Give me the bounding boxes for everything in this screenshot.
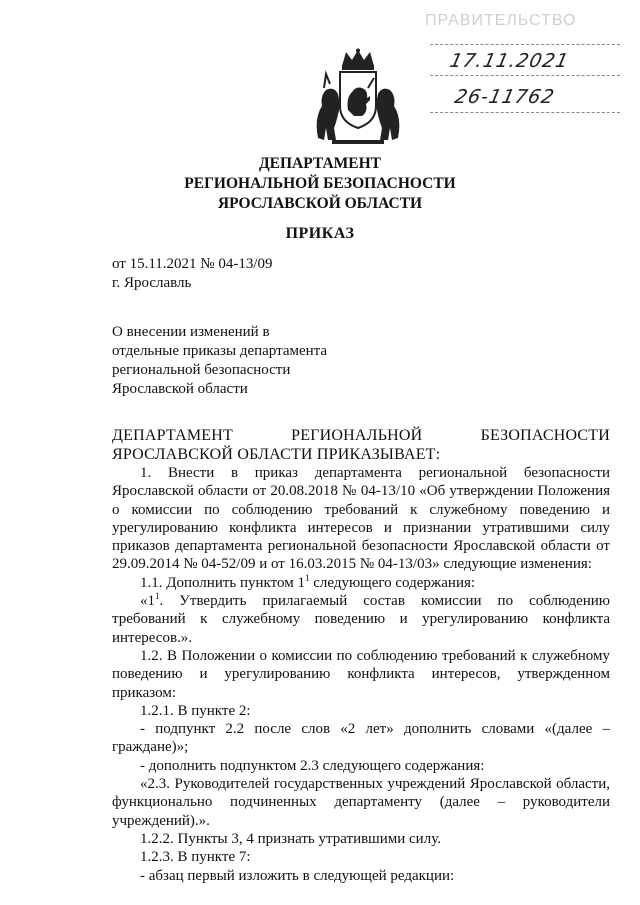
body-paragraph-1-1 xyxy=(112,574,610,592)
p2-before: 1.1. Дополнить пунктом 1 xyxy=(140,574,305,591)
subject-line3: региональной безопасности xyxy=(112,362,291,378)
p2-after: следующего содержания: xyxy=(309,574,476,591)
handwritten-registration-date: 17.11.2021 xyxy=(447,50,572,72)
body-paragraph-1: 1. Внести в приказ департамента региональной безопасности Ярославской области от 20.08.2018 № 04-13/10 «Об утверждении Положения о комиссии по соблюдению требований к служебному поведению и урегулированию конфликта интересов и признании утратившими силу приказов департамента региональной безопасности Ярославской области от 29.09.2014 № 04-52/09 и от 16.03.2015 № 04-13/03» следующие изменения: xyxy=(112,465,610,573)
p3-after: . Утвердить прилагаемый состав комиссии по соблюдению требований к служебному поведению и урегулированию конфликта интересов.». xyxy=(112,593,610,646)
p3-before: «1 xyxy=(140,593,155,610)
order-title: ПРИКАЗ xyxy=(285,225,355,242)
body-paragraph-quote-2-3: «2.3. Руководителей государственных учреждений Ярославской области, функционально подчиненных департаменту (далее – руководители учреждений).». xyxy=(112,776,610,829)
body-lead: ДЕПАРТАМЕНТ РЕГИОНАЛЬНОЙ БЕЗОПАСНОСТИ ЯРОСЛАВСКОЙ ОБЛАСТИ ПРИКАЗЫВАЕТ: xyxy=(112,427,610,463)
p2-superscript: 1 xyxy=(304,572,310,583)
body-paragraph-dash-3: - абзац первый изложить в следующей редакции: xyxy=(140,867,455,884)
subject-line2: отдельные приказы департамента xyxy=(112,343,328,359)
body-paragraph-1-2-3: 1.2.3. В пункте 7: xyxy=(140,849,251,866)
p3-superscript: 1 xyxy=(155,591,160,602)
handwritten-registration-number: 26-11762 xyxy=(452,86,557,108)
order-body xyxy=(112,426,610,885)
subject-line4: Ярославской области xyxy=(112,381,248,397)
order-subject xyxy=(112,323,327,399)
department-title-line1: ДЕПАРТАМЕНТ xyxy=(258,155,382,172)
body-paragraph-1-2-2: 1.2.2. Пункты 3, 4 признать утратившими силу. xyxy=(140,830,441,847)
stamp-line-top xyxy=(430,44,620,45)
department-title-line2: РЕГИОНАЛЬНОЙ БЕЗОПАСНОСТИ xyxy=(184,175,456,192)
registration-stamp-faded: ПРАВИТЕЛЬСТВО xyxy=(425,12,577,29)
order-city: г. Ярославль xyxy=(112,275,192,291)
department-title xyxy=(0,154,640,214)
body-paragraph-1-2-1: 1.2.1. В пункте 2: xyxy=(140,702,251,719)
stamp-line-middle xyxy=(430,75,620,76)
coat-of-arms-icon xyxy=(312,48,404,150)
subject-line1: О внесении изменений в xyxy=(112,324,270,340)
body-paragraph-dash-1: - подпункт 2.2 после слов «2 лет» дополнить словами «(далее – граждане)»; xyxy=(112,721,610,756)
body-paragraph-dash-2: - дополнить подпунктом 2.3 следующего содержания: xyxy=(140,757,485,774)
department-title-line3: ЯРОСЛАВСКОЙ ОБЛАСТИ xyxy=(217,195,423,212)
body-paragraph-quote-1 xyxy=(112,592,610,647)
stamp-line-bottom xyxy=(430,112,620,113)
order-meta xyxy=(112,255,273,293)
order-date-number: от 15.11.2021 № 04-13/09 xyxy=(112,256,273,272)
body-paragraph-1-2: 1.2. В Положении о комиссии по соблюдению требований к служебному поведению и урегулированию конфликта интересов, утвержденном приказом: xyxy=(112,647,610,701)
